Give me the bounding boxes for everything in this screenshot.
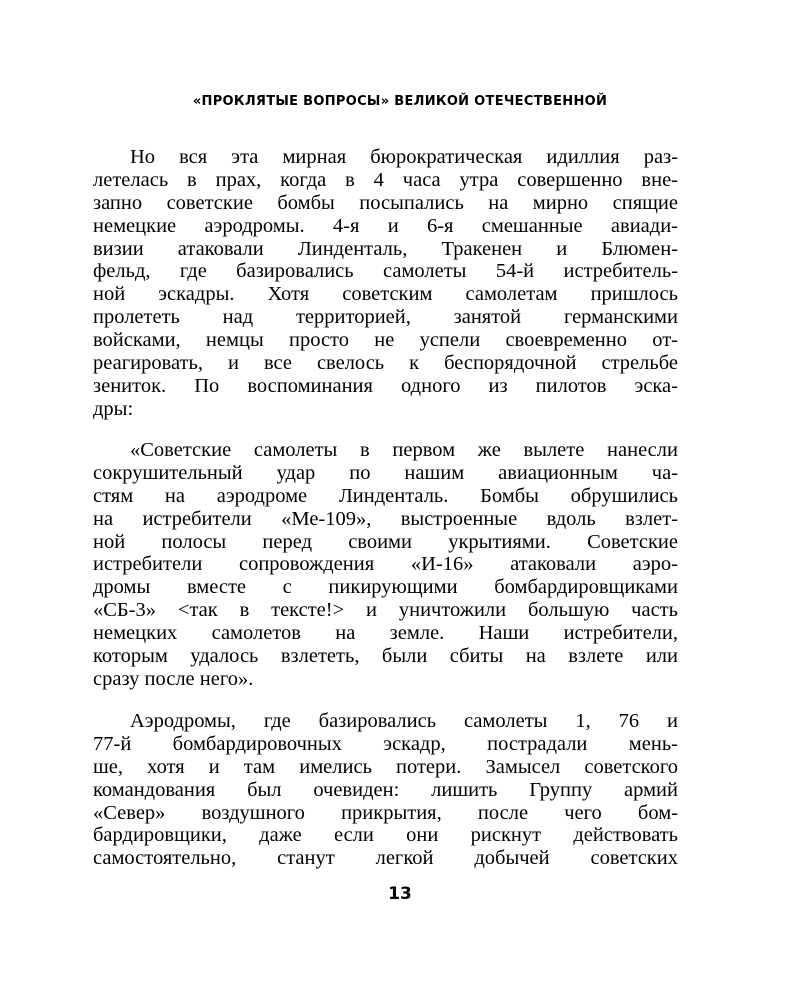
paragraph-2-quote xyxy=(93,439,678,691)
text-line: фельд, где базировались самолеты 54-й истребитель- xyxy=(93,260,678,283)
text-line: бардировщики, даже если они рискнут действовать xyxy=(93,824,678,847)
text-line: сокрушительный удар по нашим авиационным ча- xyxy=(93,461,678,484)
text-line: реагировать, и все свелось к беспорядочной стрельбе xyxy=(93,352,678,375)
text-line: которым удалось взлететь, были сбиты на взлете или xyxy=(93,645,678,668)
page-number: 13 xyxy=(388,884,412,904)
text-line: «Советские самолеты в первом же вылете нанесли xyxy=(130,439,678,461)
text-line: на истребители «Ме-109», выстроенные вдоль взлет- xyxy=(93,507,678,530)
text-line: немецкие аэродромы. 4-я и 6-я смешанные авиади- xyxy=(93,214,678,237)
text-line: визии атаковали Линденталь, Тракенен и Блюмен- xyxy=(93,237,678,260)
text-line: ной эскадры. Хотя советским самолетам пришлось xyxy=(93,283,678,306)
text-line: Но вся эта мирная бюрократическая идиллия раз- xyxy=(130,146,678,168)
text-line: самостоятельно, станут легкой добычей советских xyxy=(93,847,678,870)
text-line: командования был очевиден: лишить Группу армий xyxy=(93,778,678,801)
text-line: зениток. По воспоминания одного из пилотов эска- xyxy=(93,374,678,397)
text-line: «Север» воздушного прикрытия, после чего бом- xyxy=(93,801,678,824)
text-line: немецких самолетов на земле. Наши истребители, xyxy=(93,622,678,645)
text-line: дры: xyxy=(93,397,134,420)
text-line: истребители сопровождения «И-16» атаковали аэро- xyxy=(93,553,678,576)
text-line: «СБ-3» <так в тексте!> и уничтожили большую часть xyxy=(93,599,678,622)
text-line: дромы вместе с пикирующими бомбардировщиками xyxy=(93,576,678,599)
paragraph-3 xyxy=(93,710,678,870)
text-line: стям на аэродроме Линденталь. Бомбы обрушились xyxy=(93,484,678,507)
text-line: Аэродромы, где базировались самолеты 1, 76 и xyxy=(130,710,678,732)
text-line: летелась в прах, когда в 4 часа утра совершенно вне- xyxy=(93,168,678,191)
text-line: ной полосы перед своими укрытиями. Советские xyxy=(93,530,678,553)
text-line: пролететь над территорией, занятой германскими xyxy=(93,306,678,329)
text-line: ше, хотя и там имелись потери. Замысел советского xyxy=(93,755,678,778)
text-line: 77-й бомбардировочных эскадр, пострадали мень- xyxy=(93,732,678,755)
text-line: запно советские бомбы посыпались на мирно спящие xyxy=(93,191,678,214)
paragraph-1 xyxy=(93,146,678,421)
text-line: сразу после него». xyxy=(93,667,254,690)
text-line: войсками, немцы просто не успели своевременно от- xyxy=(93,329,678,352)
running-header: «ПРОКЛЯТЫЕ ВОПРОСЫ» ВЕЛИКОЙ ОТЕЧЕСТВЕННОЙ xyxy=(192,94,608,109)
